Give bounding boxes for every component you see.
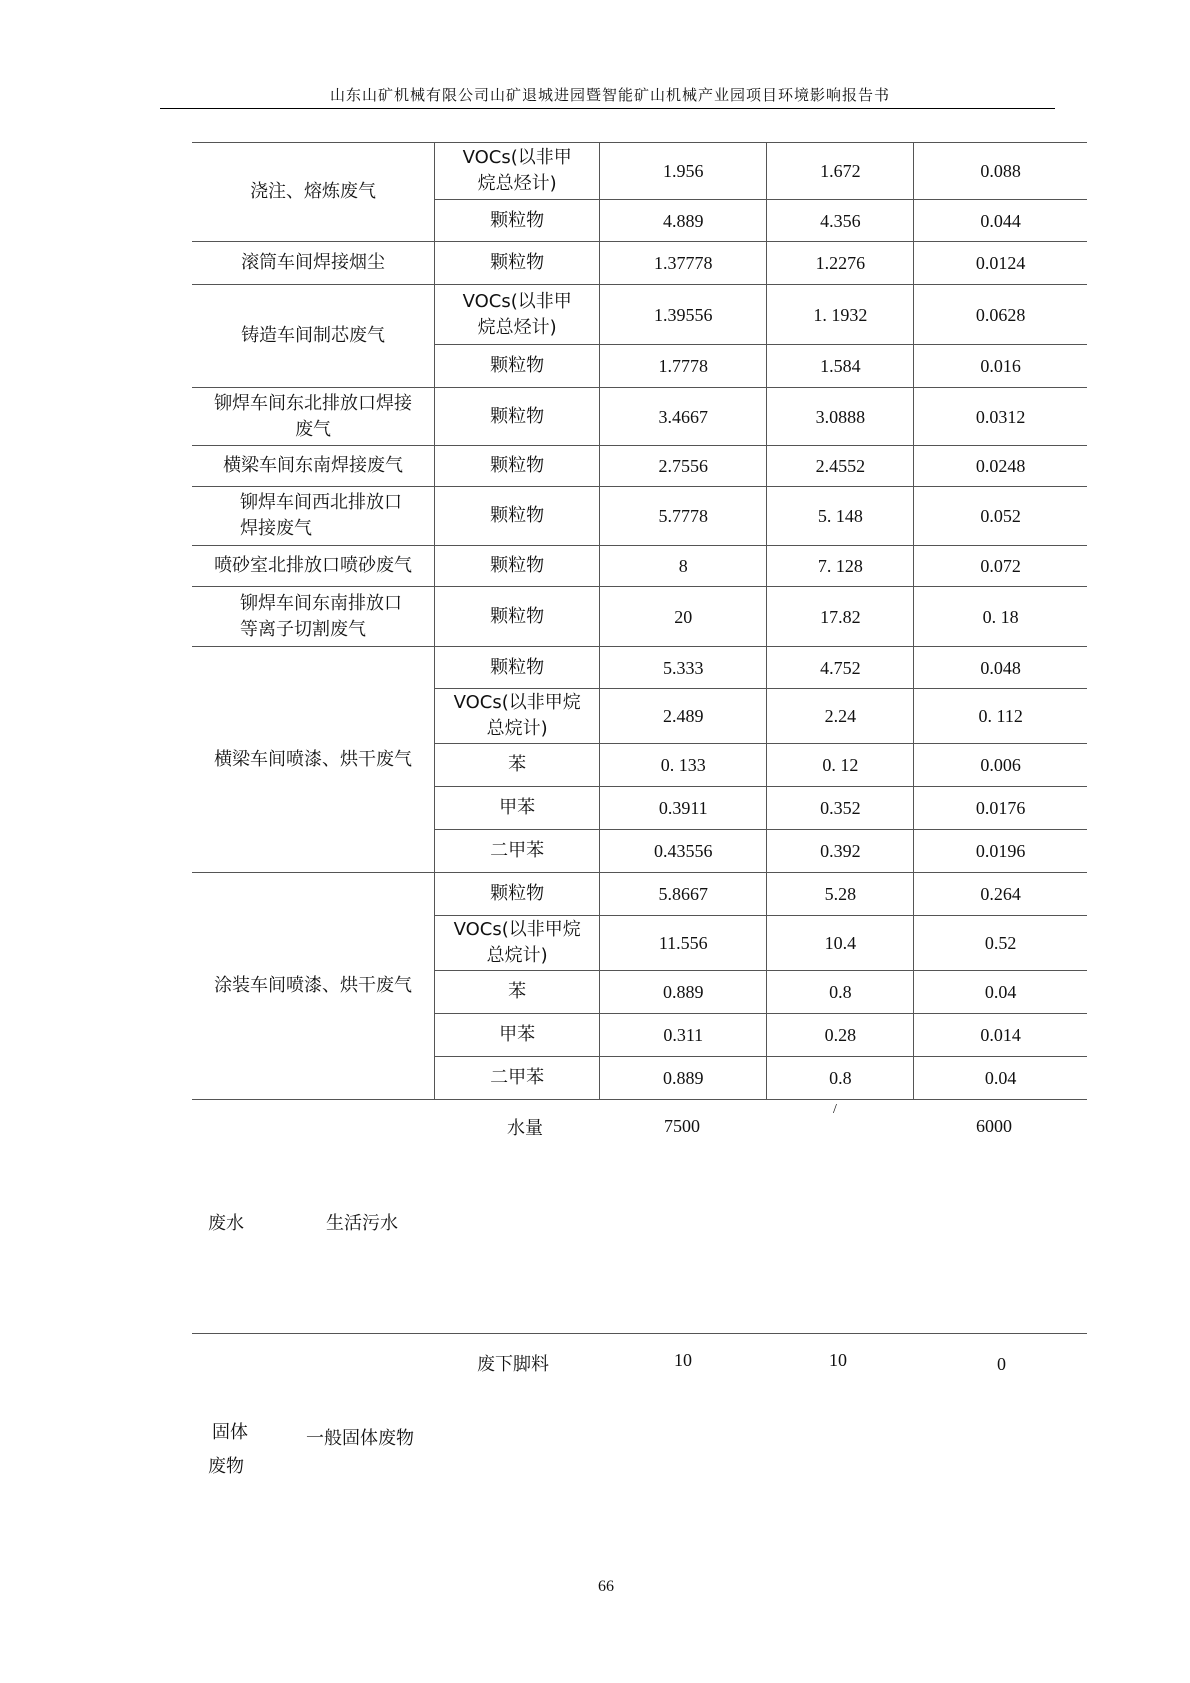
table-row xyxy=(192,546,1087,587)
value-cell: 1.37778 xyxy=(600,242,767,285)
source-cell: 喷砂室北排放口喷砂废气 xyxy=(192,546,435,587)
value-cell: 0.052 xyxy=(914,487,1087,546)
table-row xyxy=(192,446,1087,487)
table-row xyxy=(192,143,1087,200)
solid-waste-category-line1: 固体 xyxy=(212,1422,248,1443)
source-line2: 焊接废气 xyxy=(240,518,312,539)
pollutant-cell xyxy=(435,689,600,744)
table-row xyxy=(192,487,1087,546)
source-line2: 等离子切割废气 xyxy=(240,618,366,640)
value-cell: 0.311 xyxy=(600,1014,767,1057)
source-cell: 铸造车间制芯废气 xyxy=(192,285,435,388)
value-cell: 4.752 xyxy=(767,647,914,689)
pollutant-cell: 颗粒物 xyxy=(435,647,600,689)
value-cell: 0.0248 xyxy=(914,446,1087,487)
pollutant-cell: 二甲苯 xyxy=(435,830,600,873)
value-cell: 0.048 xyxy=(914,647,1087,689)
value-cell: 0.43556 xyxy=(600,830,767,873)
table-row xyxy=(192,647,1087,689)
table-row xyxy=(192,285,1087,345)
table-row xyxy=(192,242,1087,285)
pollutant-voc-line1: VOCs(以非甲烷 xyxy=(453,919,581,940)
pollutant-cell xyxy=(435,285,600,345)
value-cell: 0.0124 xyxy=(914,242,1087,285)
source-line2: 废气 xyxy=(295,418,332,440)
pollutant-cell: 甲苯 xyxy=(435,787,600,830)
value-cell: 0.264 xyxy=(914,873,1087,916)
wastewater-value-1: 7500 xyxy=(664,1116,700,1136)
pollutant-cell: 颗粒物 xyxy=(435,446,600,487)
source-cell: 滚筒车间焊接烟尘 xyxy=(192,242,435,285)
value-cell: 0.0196 xyxy=(914,830,1087,873)
value-cell: 4.889 xyxy=(600,200,767,242)
value-cell: 0.28 xyxy=(767,1014,914,1057)
value-cell: 0.3911 xyxy=(600,787,767,830)
source-cell: 横梁车间东南焊接废气 xyxy=(192,446,435,487)
value-cell: 7. 128 xyxy=(767,546,914,587)
value-cell: 0.0312 xyxy=(914,388,1087,446)
table-row xyxy=(192,873,1087,916)
value-cell: 0. 112 xyxy=(914,689,1087,744)
pollutant-voc-line1: VOCs(以非甲 xyxy=(462,290,572,312)
value-cell: 0.889 xyxy=(600,971,767,1014)
value-cell: 10.4 xyxy=(767,916,914,971)
value-cell: 0.088 xyxy=(914,143,1087,200)
pollutant-voc-line2: 总烷计) xyxy=(486,718,548,739)
value-cell: 0.0176 xyxy=(914,787,1087,830)
wastewater-category: 废水 xyxy=(208,1213,244,1234)
value-cell: 0.014 xyxy=(914,1014,1087,1057)
value-cell: 1.2276 xyxy=(767,242,914,285)
wastewater-source: 生活污水 xyxy=(326,1213,398,1234)
solid-waste-value-3: 0 xyxy=(997,1354,1006,1374)
value-cell: 0.006 xyxy=(914,744,1087,787)
value-cell: 0.0628 xyxy=(914,285,1087,345)
table-row xyxy=(192,587,1087,647)
pollutant-cell: 颗粒物 xyxy=(435,546,600,587)
pollutant-cell xyxy=(435,916,600,971)
pollutant-voc-line1: VOCs(以非甲 xyxy=(462,147,572,168)
pollutant-cell: 颗粒物 xyxy=(435,587,600,647)
pollutant-cell: 颗粒物 xyxy=(435,388,600,446)
value-cell: 0.04 xyxy=(914,971,1087,1014)
solid-waste-category-line2: 废物 xyxy=(208,1456,244,1477)
solid-waste-value-1: 10 xyxy=(674,1350,692,1370)
value-cell: 11.556 xyxy=(600,916,767,971)
page-header-title: 山东山矿机械有限公司山矿退城进园暨智能矿山机械产业园项目环境影响报告书 xyxy=(329,86,890,104)
wastewater-value-3: 6000 xyxy=(976,1116,1012,1136)
pollutant-cell: 甲苯 xyxy=(435,1014,600,1057)
value-cell: 1.956 xyxy=(600,143,767,200)
value-cell: 2.4552 xyxy=(767,446,914,487)
pollutant-cell: 苯 xyxy=(435,744,600,787)
pollutant-voc-line2: 总烷计) xyxy=(486,945,548,966)
pollutant-cell: 颗粒物 xyxy=(435,487,600,546)
source-line1: 铆焊车间东北排放口焊接 xyxy=(214,392,413,414)
header-rule xyxy=(160,108,1055,109)
solid-waste-source: 一般固体废物 xyxy=(306,1428,414,1449)
pollutant-cell: 颗粒物 xyxy=(435,242,600,285)
value-cell: 0.072 xyxy=(914,546,1087,587)
pollutant-voc-line2: 烷总烃计) xyxy=(477,173,557,194)
value-cell: 3.4667 xyxy=(600,388,767,446)
source-cell: 浇注、熔炼废气 xyxy=(192,143,435,242)
value-cell: 1. 1932 xyxy=(767,285,914,345)
value-cell: 5. 148 xyxy=(767,487,914,546)
value-cell: 0.52 xyxy=(914,916,1087,971)
value-cell: 0. 12 xyxy=(767,744,914,787)
value-cell: 0.8 xyxy=(767,1057,914,1100)
value-cell: 20 xyxy=(600,587,767,647)
section-divider xyxy=(192,1333,1087,1334)
pollutant-cell xyxy=(435,143,600,200)
value-cell: 0.044 xyxy=(914,200,1087,242)
value-cell: 8 xyxy=(600,546,767,587)
solid-waste-value-2: 10 xyxy=(829,1350,847,1370)
source-cell xyxy=(192,487,435,546)
value-cell: 0.392 xyxy=(767,830,914,873)
source-cell: 涂装车间喷漆、烘干废气 xyxy=(192,873,435,1100)
value-cell: 5.333 xyxy=(600,647,767,689)
pollutant-cell: 颗粒物 xyxy=(435,345,600,388)
value-cell: 1.584 xyxy=(767,345,914,388)
value-cell: 5.28 xyxy=(767,873,914,916)
page-number: 66 xyxy=(598,1578,614,1595)
source-cell xyxy=(192,388,435,446)
value-cell: 2.489 xyxy=(600,689,767,744)
source-line1: 铆焊车间东南排放口 xyxy=(240,592,402,614)
value-cell: 0.8 xyxy=(767,971,914,1014)
pollutant-cell: 苯 xyxy=(435,971,600,1014)
value-cell: 1.7778 xyxy=(600,345,767,388)
value-cell: 1.672 xyxy=(767,143,914,200)
solid-waste-pollutant: 废下脚料 xyxy=(477,1354,549,1375)
value-cell: 2.24 xyxy=(767,689,914,744)
pollutant-cell: 颗粒物 xyxy=(435,200,600,242)
pollutant-voc-line1: VOCs(以非甲烷 xyxy=(453,692,581,713)
value-cell: 0. 133 xyxy=(600,744,767,787)
pollutant-voc-line2: 烷总烃计) xyxy=(477,316,557,338)
wastewater-value-2: / xyxy=(833,1102,837,1117)
pollutant-cell: 二甲苯 xyxy=(435,1057,600,1100)
value-cell: 0. 18 xyxy=(914,587,1087,647)
emissions-table xyxy=(192,142,1087,1100)
value-cell: 0.04 xyxy=(914,1057,1087,1100)
value-cell: 1.39556 xyxy=(600,285,767,345)
value-cell: 2.7556 xyxy=(600,446,767,487)
pollutant-cell: 颗粒物 xyxy=(435,873,600,916)
wastewater-pollutant: 水量 xyxy=(507,1118,543,1139)
value-cell: 4.356 xyxy=(767,200,914,242)
source-cell xyxy=(192,587,435,647)
source-line1: 铆焊车间西北排放口 xyxy=(240,492,402,513)
source-cell: 横梁车间喷漆、烘干废气 xyxy=(192,647,435,873)
value-cell: 17.82 xyxy=(767,587,914,647)
value-cell: 3.0888 xyxy=(767,388,914,446)
value-cell: 0.016 xyxy=(914,345,1087,388)
value-cell: 0.889 xyxy=(600,1057,767,1100)
value-cell: 5.8667 xyxy=(600,873,767,916)
table-row xyxy=(192,388,1087,446)
value-cell: 0.352 xyxy=(767,787,914,830)
value-cell: 5.7778 xyxy=(600,487,767,546)
